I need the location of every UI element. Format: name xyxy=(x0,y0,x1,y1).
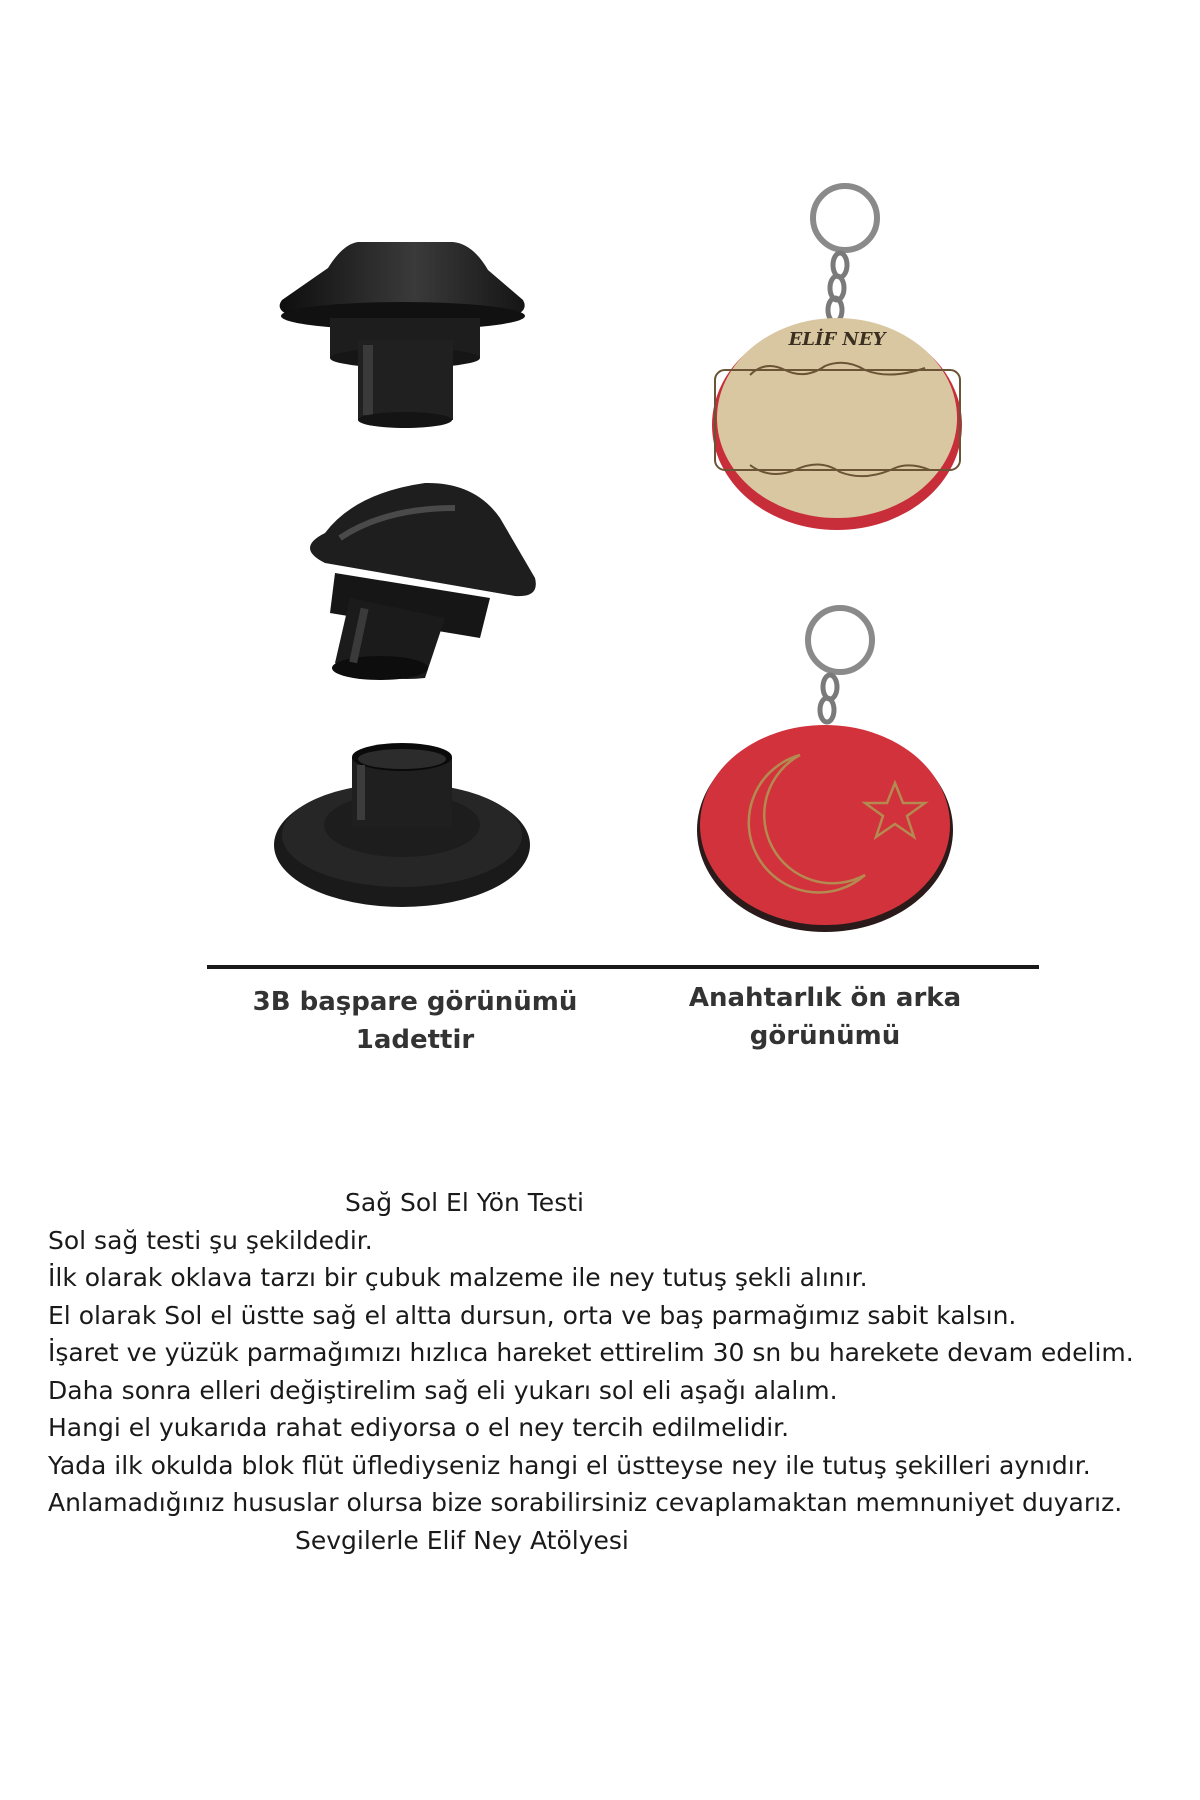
instruction-line: İlk olarak oklava tarzı bir çubuk malzeme ile ney tutuş şekli alınır. xyxy=(48,1263,868,1292)
left-caption-line-2: 1adettir xyxy=(355,1025,475,1055)
keychain-back xyxy=(695,605,965,945)
instruction-line: El olarak Sol el üstte sağ el altta dursun, orta ve baş parmağımız sabit kalsın. xyxy=(48,1300,1017,1330)
right-caption-line-2: görünümü xyxy=(749,1021,901,1051)
signature: Sevgilerle Elif Ney Atölyesi xyxy=(295,1525,629,1555)
keychain-front xyxy=(695,180,965,540)
keychain-engraving: ELİF NEY xyxy=(788,329,886,350)
instruction-line: Anlamadığınız hususlar olursa bize sorabilirsiniz cevaplamaktan memnuniyet duyarız. xyxy=(48,1488,1123,1517)
instruction-line: Yada ilk okulda blok flüt üflediyseniz hangi el üstteyse ney ile tutuş şekilleri aynıdır. xyxy=(48,1450,1091,1480)
baspare-bottom-view xyxy=(270,735,540,915)
baspare-angled-view xyxy=(295,478,545,688)
left-caption xyxy=(190,983,640,1059)
instruction-line: Sol sağ testi şu şekildedir. xyxy=(48,1225,373,1255)
instruction-line: İşaret ve yüzük parmağımızı hızlıca hareket ettirelim 30 sn bu harekete devam edelim. xyxy=(48,1338,1134,1367)
right-caption xyxy=(615,979,1035,1055)
instruction-line: Daha sonra elleri değiştirelim sağ eli yukarı sol eli aşağı alalım. xyxy=(48,1375,838,1405)
section-divider xyxy=(207,965,1039,969)
left-caption-line-1: 3B başpare görünümü xyxy=(252,987,578,1017)
instructions-title: Sağ Sol El Yön Testi xyxy=(345,1188,584,1217)
instructions-text xyxy=(48,1184,1158,1559)
instruction-line: Hangi el yukarıda rahat ediyorsa o el ney tercih edilmelidir. xyxy=(48,1413,790,1442)
baspare-side-view xyxy=(268,230,538,430)
right-caption-line-1: Anahtarlık ön arka xyxy=(688,983,962,1013)
